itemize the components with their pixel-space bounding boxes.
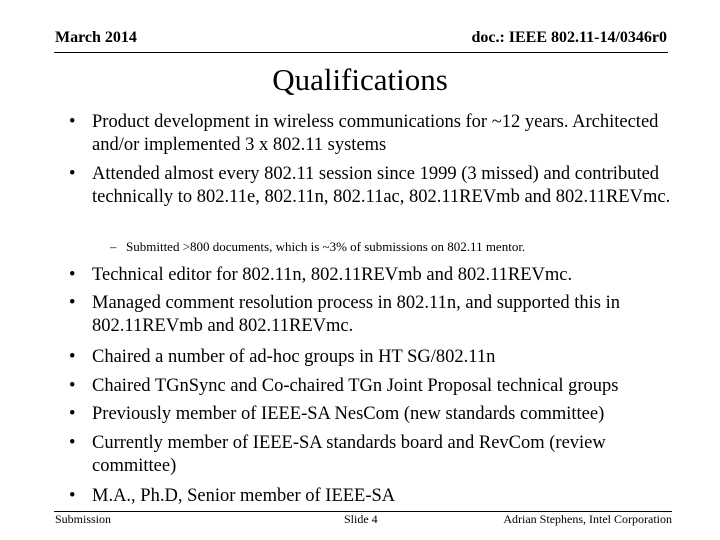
bullet-text: Attended almost every 802.11 session since 1999 (3 missed) and contributed technically to 802.11e, 802.11n, 802.11ac, 802.11REVmb and 802.11REVmc. (92, 164, 671, 207)
footer-submission: Submission (55, 512, 112, 526)
bullet-text: Product development in wireless communications for ~12 years. Architected and/or implemented 3 x 802.11 systems (92, 112, 659, 155)
bullet-item (69, 485, 692, 508)
bullet-text: Technical editor for 802.11n, 802.11REVmb and 802.11REVmc. (92, 265, 573, 285)
bullet-item (69, 375, 692, 398)
bullet-item (69, 346, 692, 369)
bullet-icon: • (69, 404, 76, 424)
bullet-item (69, 163, 692, 209)
header-doc-id: doc.: IEEE 802.11-14/0346r0 (471, 29, 667, 46)
bullet-text: M.A., Ph.D, Senior member of IEEE-SA (92, 486, 396, 506)
bullet-icon: • (69, 376, 76, 396)
bullet-item (69, 432, 692, 478)
bullet-icon: • (69, 486, 76, 506)
bullet-icon: • (69, 293, 76, 313)
footer-author: Adrian Stephens, Intel Corporation (503, 512, 672, 526)
header-date: March 2014 (55, 29, 137, 46)
bullet-icon: • (69, 164, 76, 184)
bullet-text: Chaired TGnSync and Co-chaired TGn Joint Proposal technical groups (92, 376, 619, 396)
bullet-item (69, 111, 692, 157)
footer-slide-number: Slide 4 (344, 512, 378, 526)
sub-bullet-dash-icon: – (110, 239, 117, 254)
bullet-item (69, 264, 692, 287)
bullet-item (69, 403, 692, 426)
bullet-text: Managed comment resolution process in 802.11n, and supported this in 802.11REVmb and 802.11REVmc. (92, 293, 621, 336)
bullet-icon: • (69, 265, 76, 285)
bullet-text: Chaired a number of ad-hoc groups in HT SG/802.11n (92, 347, 496, 367)
slide-title: Qualifications (272, 62, 448, 97)
bullet-icon: • (69, 433, 76, 453)
bullet-item (69, 292, 692, 338)
bullet-icon: • (69, 112, 76, 132)
sub-bullet-text: Submitted >800 documents, which is ~3% of submissions on 802.11 mentor. (126, 239, 526, 254)
bullet-icon: • (69, 347, 76, 367)
sub-bullet-item (110, 239, 706, 255)
bullet-text: Previously member of IEEE-SA NesCom (new standards committee) (92, 404, 605, 424)
bullet-text: Currently member of IEEE-SA standards board and RevCom (review committee) (92, 433, 606, 476)
